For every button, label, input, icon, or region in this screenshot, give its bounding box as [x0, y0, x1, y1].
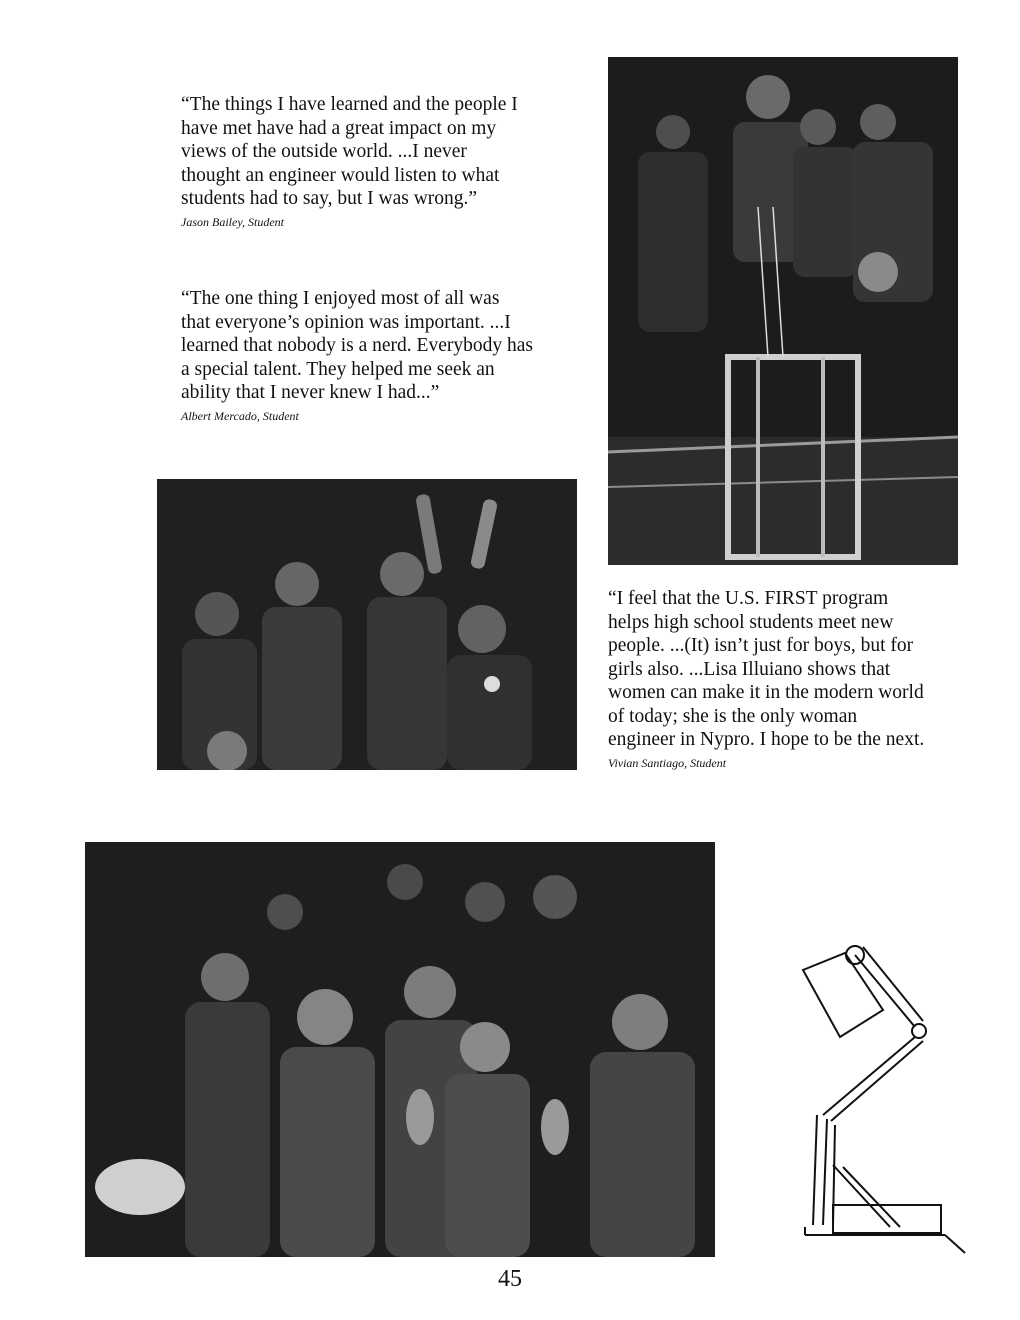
- quote-text: “The one thing I enjoyed most of all was that everyone’s opinion was important. ...I learned that nobody is a nerd. Everybody has a special talent. They helped me seek an ability that I never knew I had...”: [181, 288, 533, 403]
- page-number: 45: [498, 1266, 522, 1292]
- photo-team-at-controls: [608, 57, 958, 565]
- robot-arm-drawing: [795, 935, 970, 1255]
- quote-albert-mercado: [181, 287, 533, 425]
- quote-vivian-santiago: [608, 587, 928, 772]
- quote-attribution: Vivian Santiago, Student: [608, 755, 727, 770]
- photo-cheering-group: [157, 479, 577, 770]
- quote-attribution: Albert Mercado, Student: [181, 408, 299, 423]
- quote-jason-bailey: [181, 93, 521, 231]
- quote-text: “I feel that the U.S. FIRST program helps high school students meet new people. ...(It) isn’t just for boys, but for girls also. ...Lisa Illuiano shows that women can make it in the modern world of today; she is the only woman engineer in Nypro. I hope to be the next.: [608, 588, 925, 750]
- quote-attribution: Jason Bailey, Student: [181, 214, 284, 229]
- photo-crowd-cheering: [85, 842, 715, 1257]
- quote-text: “The things I have learned and the people I have met have had a great impact on my views of the outside world. ...I never thought an engineer would listen to what students had to say, but I was wrong.”: [181, 94, 518, 209]
